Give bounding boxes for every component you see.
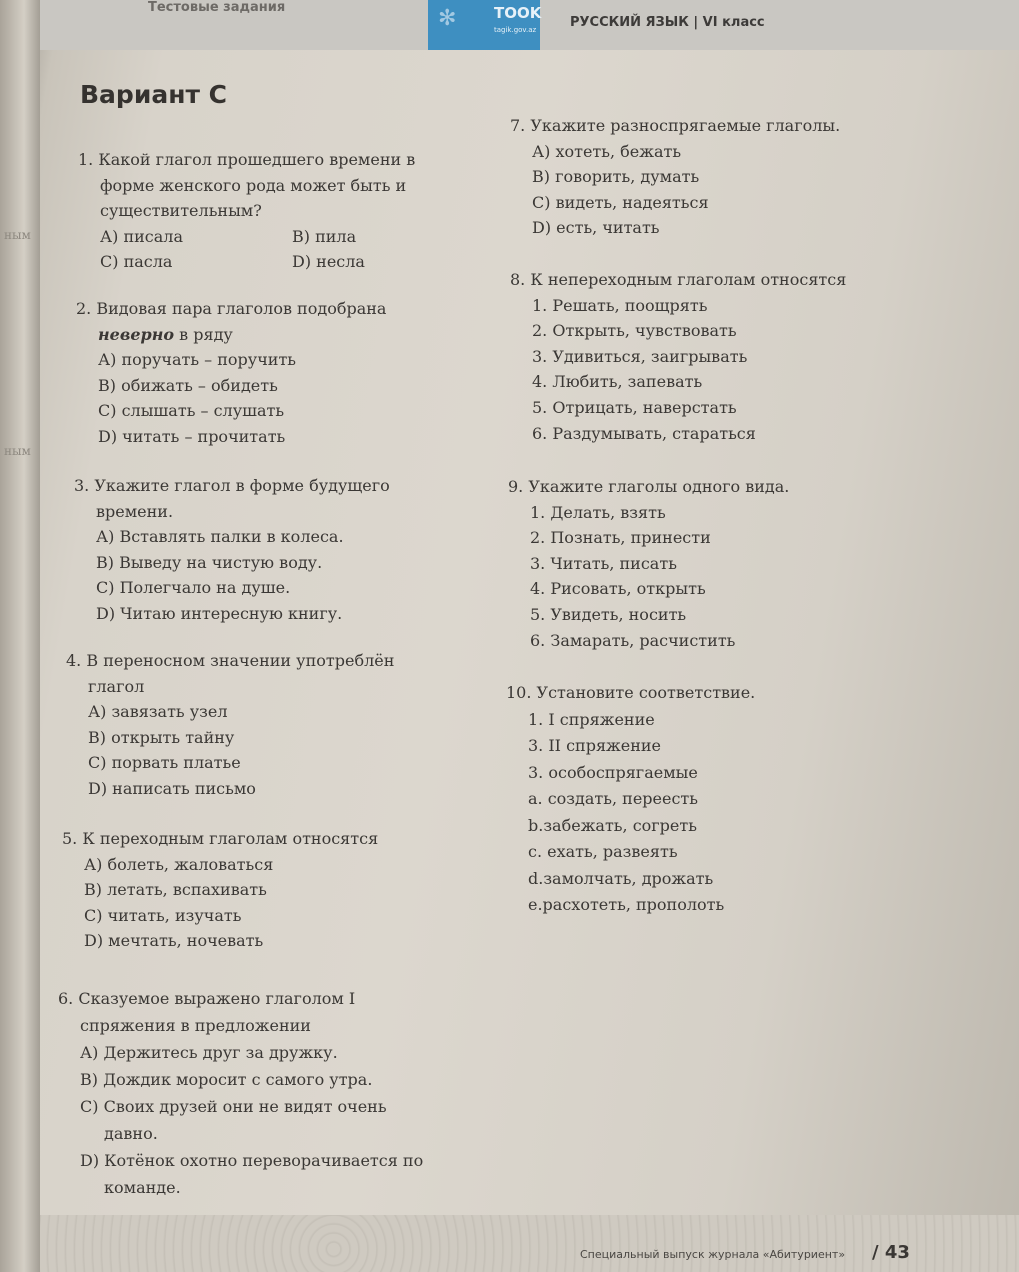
answer-option: В) Дождик моросит с самого утра. [80, 1070, 373, 1089]
question-10 [506, 680, 926, 919]
question-4 [66, 648, 466, 802]
answer-option: С) порвать платье [88, 753, 241, 773]
question-text-tail: в ряду [174, 324, 233, 344]
footer-journal-text: Специальный выпуск журнала «Абитуриент» [580, 1248, 846, 1261]
question-8 [510, 267, 930, 446]
answer-option: 3. Удивиться, заигрывать [532, 346, 748, 366]
answer-option: 6. Замарать, расчистить [530, 630, 736, 650]
answer-option: В) Выведу на чистую воду. [96, 552, 323, 572]
question-text: 2. Видовая пара глаголов подобрана [76, 299, 387, 318]
matching-item: e.расхотеть, прополоть [528, 895, 725, 914]
question-text: спряжения в предложении [80, 1016, 311, 1035]
question-text: форме женского рода может быть и [100, 175, 407, 195]
ornament-icon: ✻ [438, 6, 457, 31]
question-9 [508, 474, 928, 653]
variant-title: Вариант С [80, 80, 228, 109]
answer-option: В) летать, вспахивать [84, 880, 267, 900]
answer-option: С) пасла [100, 252, 173, 272]
header-logo [428, 0, 540, 50]
answer-option: А) писала [100, 226, 183, 246]
matching-item: b.забежать, согреть [528, 815, 697, 835]
question-5 [62, 826, 462, 954]
answer-option: 5. Увидеть, носить [530, 604, 687, 624]
question-text: 3. Укажите глагол в форме будущего [74, 476, 390, 495]
logo-brand: TOOK [494, 4, 542, 22]
answer-option: 1. Делать, взять [530, 502, 666, 522]
question-text: глагол [88, 676, 145, 696]
book-gutter [0, 0, 40, 1272]
question-2 [76, 296, 476, 450]
question-text: 6. Сказуемое выражено глаголом I [58, 989, 356, 1008]
question-text: 7. Укажите разноспрягаемые глаголы. [510, 116, 841, 135]
answer-option: 5. Отрицать, наверстать [532, 397, 737, 417]
question-7 [510, 113, 930, 241]
answer-option: D) Котёнок охотно переворачивается по [80, 1151, 424, 1170]
answer-option: А) Вставлять палки в колеса. [96, 527, 344, 547]
gutter-text-fragment: ным [4, 228, 31, 242]
page-number: / 43 [872, 1242, 910, 1263]
answer-option: D) написать письмо [88, 778, 256, 798]
matching-item: d.замолчать, дрожать [528, 868, 714, 888]
answer-option-continuation: давно. [104, 1124, 158, 1143]
question-text: 9. Укажите глаголы одного вида. [508, 477, 790, 496]
answer-option: В) обижать – обидеть [98, 375, 278, 395]
answer-option: 4. Рисовать, открыть [530, 579, 706, 599]
answer-option: С) Своих друзей они не видят очень [80, 1097, 387, 1116]
question-6 [58, 985, 488, 1201]
question-text: 5. К переходным глаголам относятся [62, 829, 379, 848]
answer-option: 3. Читать, писать [530, 553, 677, 573]
answer-option-continuation: команде. [104, 1178, 181, 1197]
question-3 [74, 473, 474, 627]
page-footer [40, 1215, 1019, 1272]
question-1 [78, 147, 478, 275]
answer-option: С) читать, изучать [84, 905, 242, 925]
matching-item: 3. II спряжение [528, 736, 662, 755]
answer-option: 1. Решать, поощрять [532, 295, 708, 315]
answer-option: А) хотеть, бежать [532, 141, 682, 161]
answer-option: С) видеть, надеяться [532, 192, 709, 212]
question-text: времени. [96, 501, 174, 521]
answer-option: А) Держитесь друг за дружку. [80, 1043, 338, 1062]
answer-option: D) мечтать, ночевать [84, 931, 264, 951]
question-text: 10. Установите соответствие. [506, 683, 756, 702]
answer-option: А) поручать – поручить [98, 350, 297, 370]
answer-option: D) читать – прочитать [98, 426, 286, 446]
answer-option: 4. Любить, запевать [532, 372, 703, 392]
answer-option: С) слышать – слушать [98, 401, 285, 421]
answer-option: D) Читаю интересную книгу. [96, 603, 343, 623]
answer-option: А) завязать узел [88, 702, 228, 722]
question-text: 8. К непереходным глаголам относятся [510, 270, 847, 289]
logo-site: tagik.gov.az [494, 26, 537, 34]
matching-item: 1. I спряжение [528, 709, 655, 729]
emphasis-word: неверно [98, 324, 175, 344]
question-text: существительным? [100, 201, 262, 221]
answer-option: D) несла [292, 252, 365, 272]
matching-item: а. создать, переесть [528, 789, 698, 808]
answer-option: В) пила [292, 226, 357, 246]
answer-option: В) говорить, думать [532, 167, 700, 187]
header-subject: РУССКИЙ ЯЗЫК | VI класс [570, 15, 765, 30]
answer-option: А) болеть, жаловаться [84, 854, 274, 874]
answer-option: В) открыть тайну [88, 727, 235, 747]
question-text: 4. В переносном значении употреблён [66, 651, 395, 670]
matching-item: с. ехать, развеять [528, 842, 678, 861]
page-header [40, 0, 1019, 50]
answer-option: 6. Раздумывать, стараться [532, 423, 756, 443]
answer-option: С) Полегчало на душе. [96, 578, 291, 598]
answer-option: 2. Познать, принести [530, 528, 711, 548]
question-text [76, 322, 476, 348]
answer-option: D) есть, читать [532, 218, 660, 238]
gutter-text-fragment: ным [4, 444, 31, 458]
matching-item: 3. особоспрягаемые [528, 762, 698, 782]
answer-option: 2. Открыть, чувствовать [532, 321, 737, 341]
header-section-label: Тестовые задания [148, 0, 286, 15]
question-text: 1. Какой глагол прошедшего времени в [78, 150, 416, 169]
